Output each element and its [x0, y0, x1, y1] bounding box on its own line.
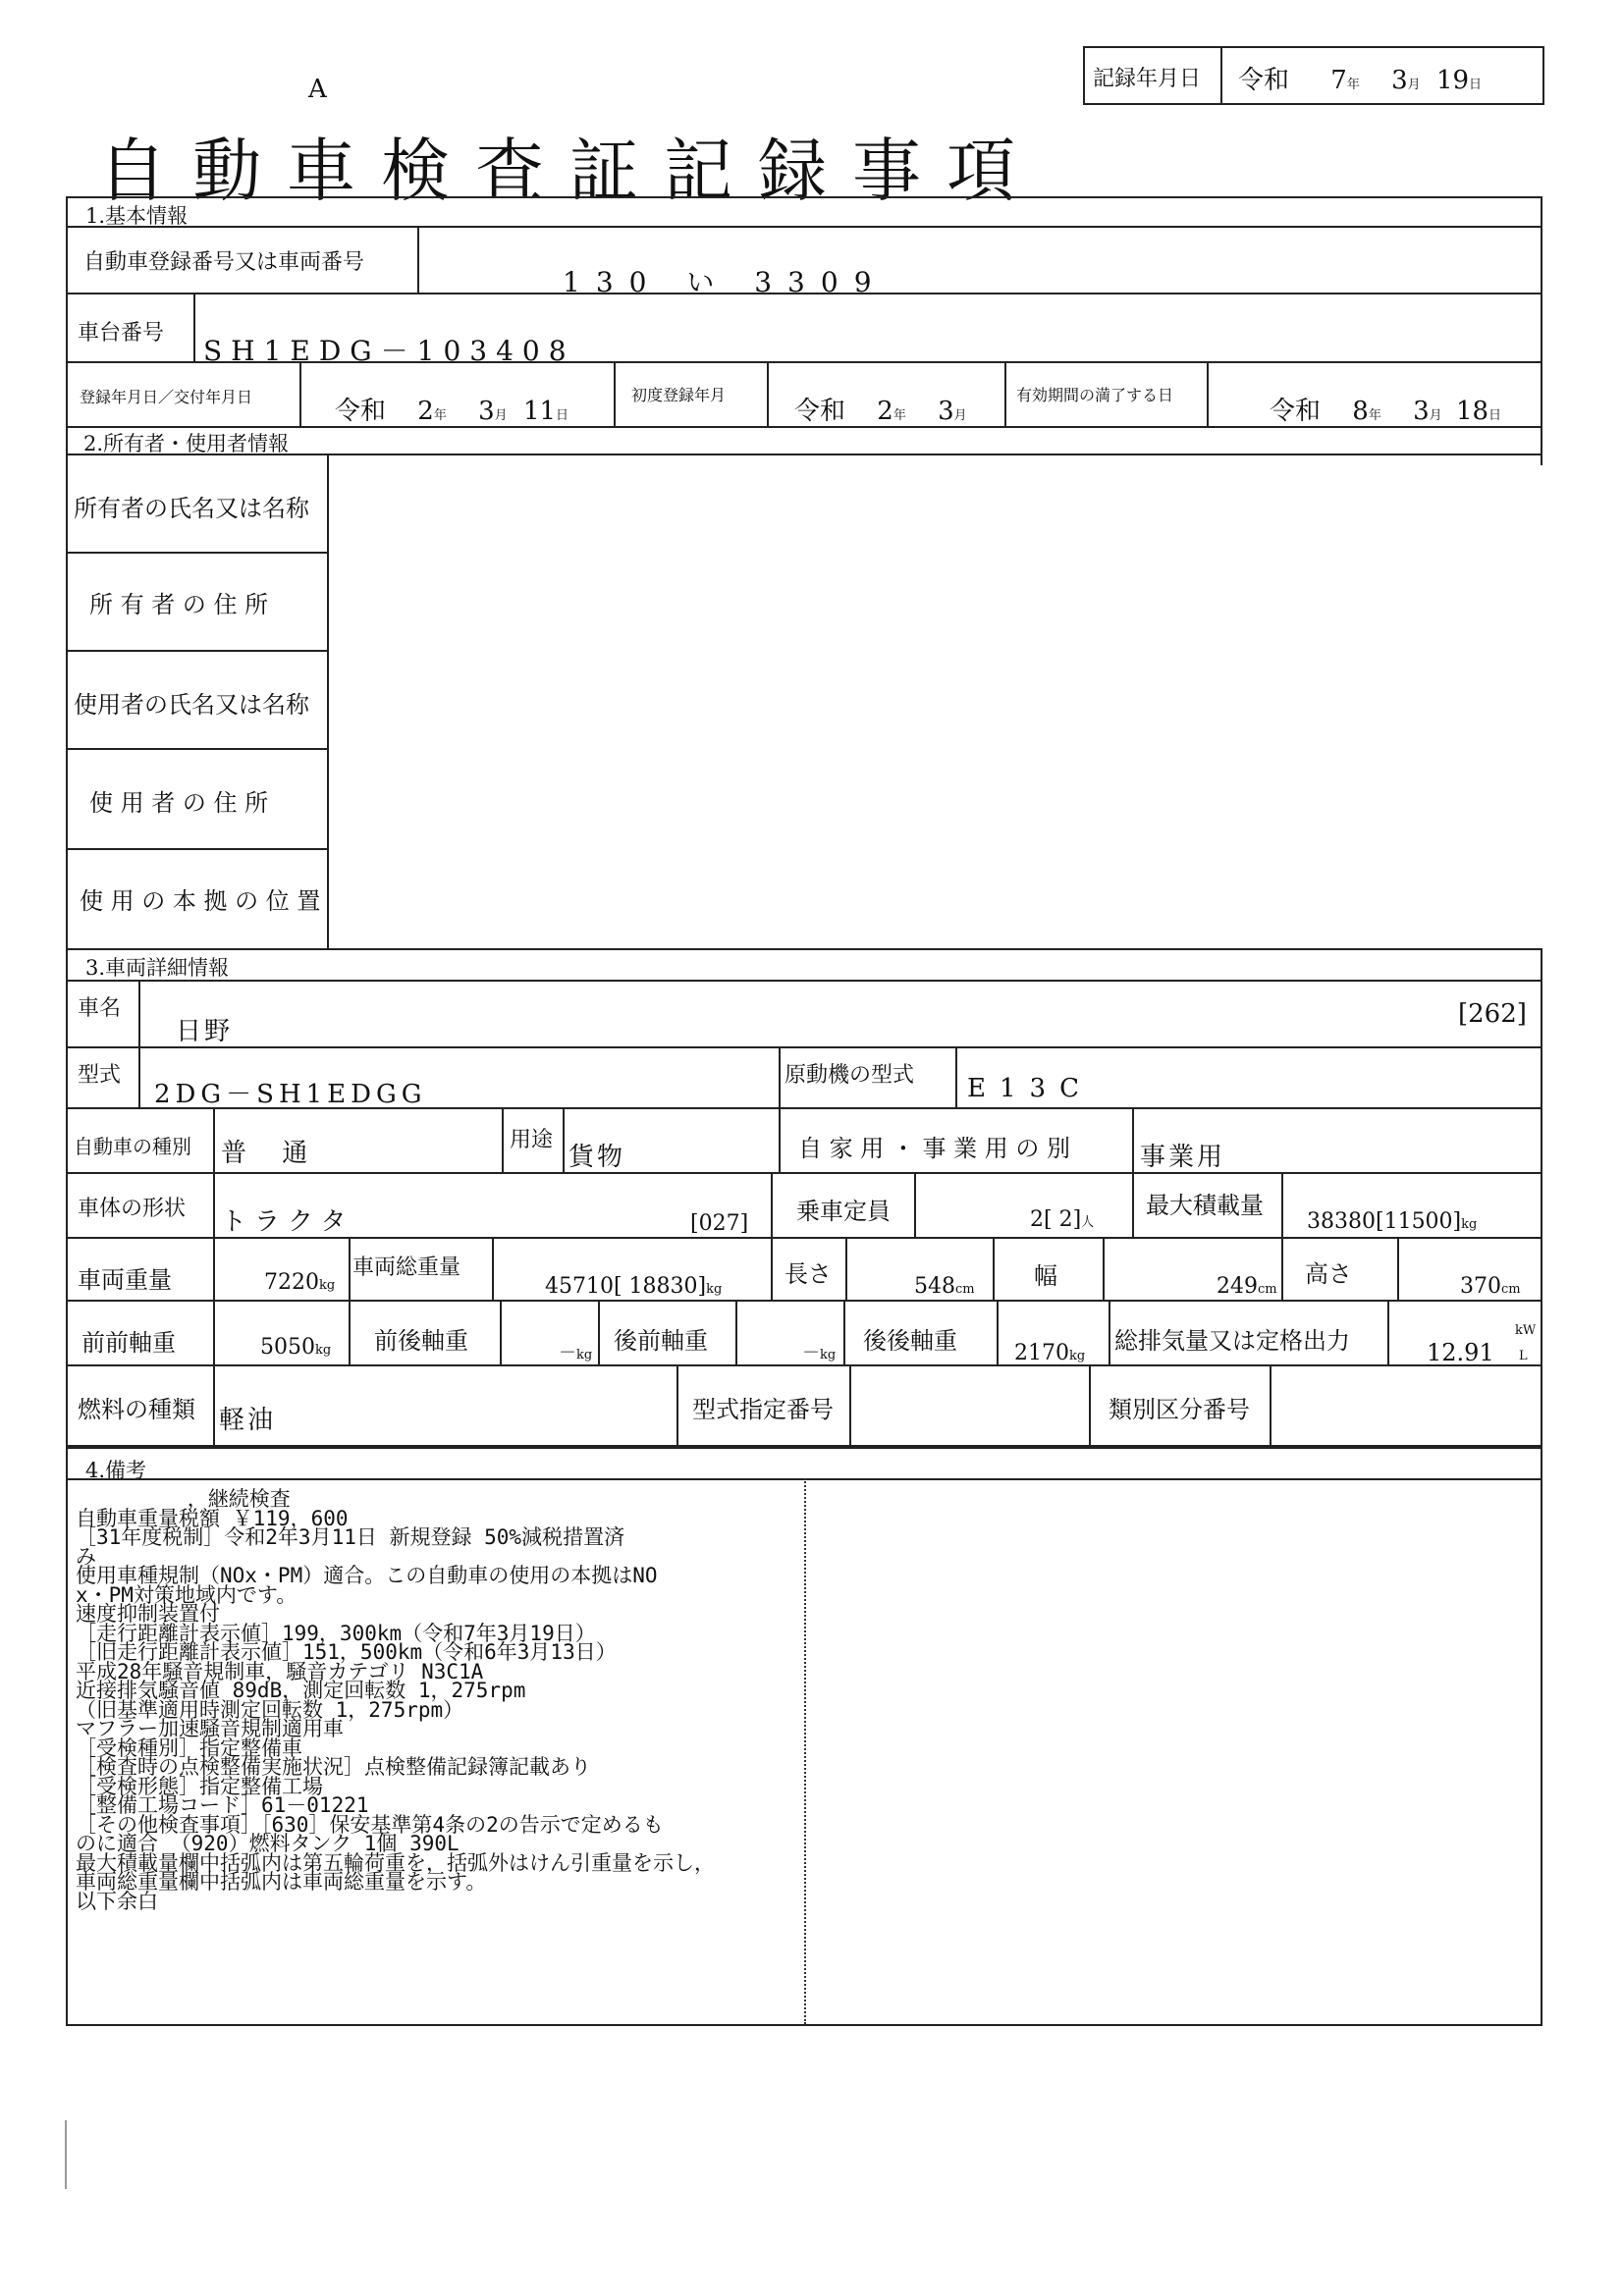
- remarks-line: ［その他検査事項］［630］保安基準第4条の2の告示で定めるも: [76, 1812, 664, 1837]
- front-rear-axle-label: 前後軸重: [374, 1327, 468, 1355]
- remarks-line: ［受検形態］指定整備工場: [76, 1774, 323, 1798]
- chassis-label: 車台番号: [78, 321, 165, 346]
- type-designation-label: 型式指定番号: [692, 1396, 834, 1423]
- front-rear-axle-value: －kg: [559, 1343, 593, 1363]
- remarks-text: [76, 1487, 798, 1913]
- kind-label: 自動車の種別: [74, 1135, 191, 1158]
- displacement-label: 総排気量又は定格出力: [1114, 1327, 1350, 1355]
- section-vehicle-details: [66, 948, 1542, 1447]
- max-load-value: 38380[11500]kg: [1307, 1209, 1478, 1234]
- remarks-line: ［31年度税制］令和2年3月11日 新規登録 50%減税措置済: [76, 1525, 625, 1549]
- remarks-line: マフラー加速騒音規制適用車: [76, 1717, 344, 1740]
- remarks-line: 速度抑制装置付: [76, 1602, 220, 1626]
- length-value: 548cm: [914, 1274, 975, 1299]
- reg-no-label: 自動車登録番号又は車両番号: [83, 250, 365, 275]
- displacement-unit-kw: kW: [1515, 1323, 1537, 1338]
- remarks-line: ［走行距離計表示値］199，300km（令和7年3月19日）: [76, 1621, 596, 1645]
- record-date-value: 令和 7年 3月 19日: [1238, 66, 1483, 95]
- first-reg-value: 令和 2年 3月: [794, 397, 967, 426]
- private-label: 自 家 用 ・ 事 業 用 の 別: [798, 1135, 1071, 1162]
- remarks-line: 車両総重量欄中括弧内は車両総重量を示す。: [76, 1870, 487, 1894]
- front-front-axle-label: 前前軸重: [81, 1329, 176, 1357]
- remarks-line: ，継続検査: [76, 1487, 291, 1511]
- height-value: 370cm: [1460, 1274, 1521, 1299]
- model-value: 2DG－SH1EDGG: [154, 1080, 427, 1109]
- engine-label: 原動機の型式: [784, 1063, 915, 1088]
- width-label: 幅: [1034, 1262, 1057, 1290]
- user-address-label: 使 用 者 の 住 所: [89, 789, 269, 817]
- section-4-title: 4.備考: [85, 1459, 147, 1482]
- body-code: [027]: [690, 1211, 749, 1236]
- rear-front-axle-label: 後前軸重: [614, 1327, 708, 1355]
- remarks-line: 平成28年騒音規制車，騒音カテゴリ N3C1A: [76, 1659, 484, 1683]
- width-value: 249cm: [1217, 1274, 1277, 1299]
- section-3-title: 3.車両詳細情報: [85, 956, 230, 980]
- max-load-label: 最大積載量: [1146, 1192, 1264, 1219]
- class-number-label: 類別区分番号: [1109, 1396, 1250, 1423]
- use-label: 用途: [510, 1128, 554, 1152]
- gross-value: 45710[ 18830]kg: [545, 1274, 723, 1299]
- fuel-value: 軽油: [219, 1406, 277, 1435]
- remarks-line: ［検査時の点検整備実施状況］点検整備記録簿記載あり: [76, 1755, 591, 1779]
- capacity-value: 2[ 2]人: [1030, 1207, 1095, 1232]
- fuel-label: 燃料の種類: [78, 1396, 195, 1423]
- maker-value: 日野: [176, 1017, 234, 1046]
- use-value: 貨物: [568, 1143, 626, 1172]
- displacement-value: 12.91: [1427, 1339, 1494, 1366]
- expiry-value: 令和 8年 3月 18日: [1270, 397, 1502, 426]
- weight-label: 車両重量: [78, 1266, 172, 1294]
- remarks-line: x・PM対策地域内です。: [76, 1582, 298, 1607]
- remarks-line: 最大積載量欄中括弧内は第五輪荷重を，括弧外はけん引重量を示し，: [76, 1850, 715, 1875]
- model-label: 型式: [78, 1063, 122, 1088]
- gross-label: 車両総重量: [352, 1255, 461, 1280]
- body-value: トラクタ: [221, 1207, 354, 1237]
- doc-marker: A: [308, 75, 327, 104]
- reg-date-value: 令和 2年 3月 11日: [335, 397, 569, 426]
- reg-no-value: 130 い 3309: [563, 266, 888, 298]
- remarks-line: 使用車種規制（NOx・PM）適合。この自動車の使用の本拠はNO: [76, 1564, 658, 1587]
- remarks-line: （旧基準適用時測定回転数 1，275rpm）: [76, 1697, 464, 1722]
- remarks-line: ［整備工場コード］61－01221: [76, 1793, 369, 1817]
- weight-value: 7220kg: [264, 1270, 336, 1295]
- section-owner-info: [66, 426, 1542, 948]
- body-label: 車体の形状: [78, 1197, 187, 1221]
- length-label: 長さ: [784, 1260, 832, 1288]
- remarks-line: み: [76, 1544, 96, 1569]
- section-basic-info: [66, 196, 1542, 428]
- engine-value: E13C: [967, 1074, 1093, 1103]
- record-date-label: 記録年月日: [1093, 67, 1202, 91]
- page-title: 自動車検査証記録事項: [98, 131, 1041, 211]
- front-front-axle-value: 5050kg: [260, 1335, 332, 1360]
- owner-address-label: 所 有 者 の 住 所: [89, 591, 269, 618]
- private-value: 事業用: [1140, 1143, 1226, 1172]
- section-2-title: 2.所有者・使用者情報: [83, 432, 290, 455]
- section-remarks: [66, 1447, 1542, 2026]
- remarks-line: のに適合 （920）燃料タンク 1個 390L: [76, 1832, 460, 1855]
- displacement-unit-l: L: [1519, 1349, 1528, 1363]
- rear-rear-axle-value: 2170kg: [1014, 1341, 1086, 1365]
- maker-label: 車名: [78, 996, 122, 1021]
- remarks-line: 近接排気騒音値 89dB，測定回転数 1，275rpm: [76, 1679, 526, 1702]
- owner-name-label: 所有者の氏名又は名称: [74, 495, 309, 522]
- kind-value: 普 通: [221, 1139, 322, 1168]
- chassis-value: SH1EDG－103408: [203, 335, 575, 367]
- base-location-label: 使 用 の 本 拠 の 位 置: [80, 887, 321, 915]
- first-reg-label: 初度登録年月: [631, 386, 727, 404]
- reg-date-label: 登録年月日／交付年月日: [80, 388, 253, 406]
- scan-artifact: [65, 2120, 67, 2189]
- height-label: 高さ: [1305, 1260, 1352, 1288]
- section-1-title: 1.基本情報: [85, 204, 189, 228]
- remarks-line: ［旧走行距離計表示値］151，500km（令和6年3月13日）: [76, 1640, 617, 1664]
- capacity-label: 乗車定員: [796, 1198, 891, 1225]
- remarks-line: 自動車重量税額 ￥119，600: [76, 1506, 349, 1530]
- remarks-line: ［受検種別］指定整備車: [76, 1735, 302, 1760]
- expiry-label: 有効期間の満了する日: [1016, 386, 1174, 404]
- remarks-line: 以下余白: [76, 1889, 158, 1913]
- record-date-box: [1083, 46, 1544, 105]
- maker-code: [262]: [1458, 999, 1527, 1029]
- user-name-label: 使用者の氏名又は名称: [74, 691, 309, 719]
- rear-rear-axle-label: 後後軸重: [863, 1327, 957, 1355]
- rear-front-axle-value: －kg: [802, 1343, 837, 1363]
